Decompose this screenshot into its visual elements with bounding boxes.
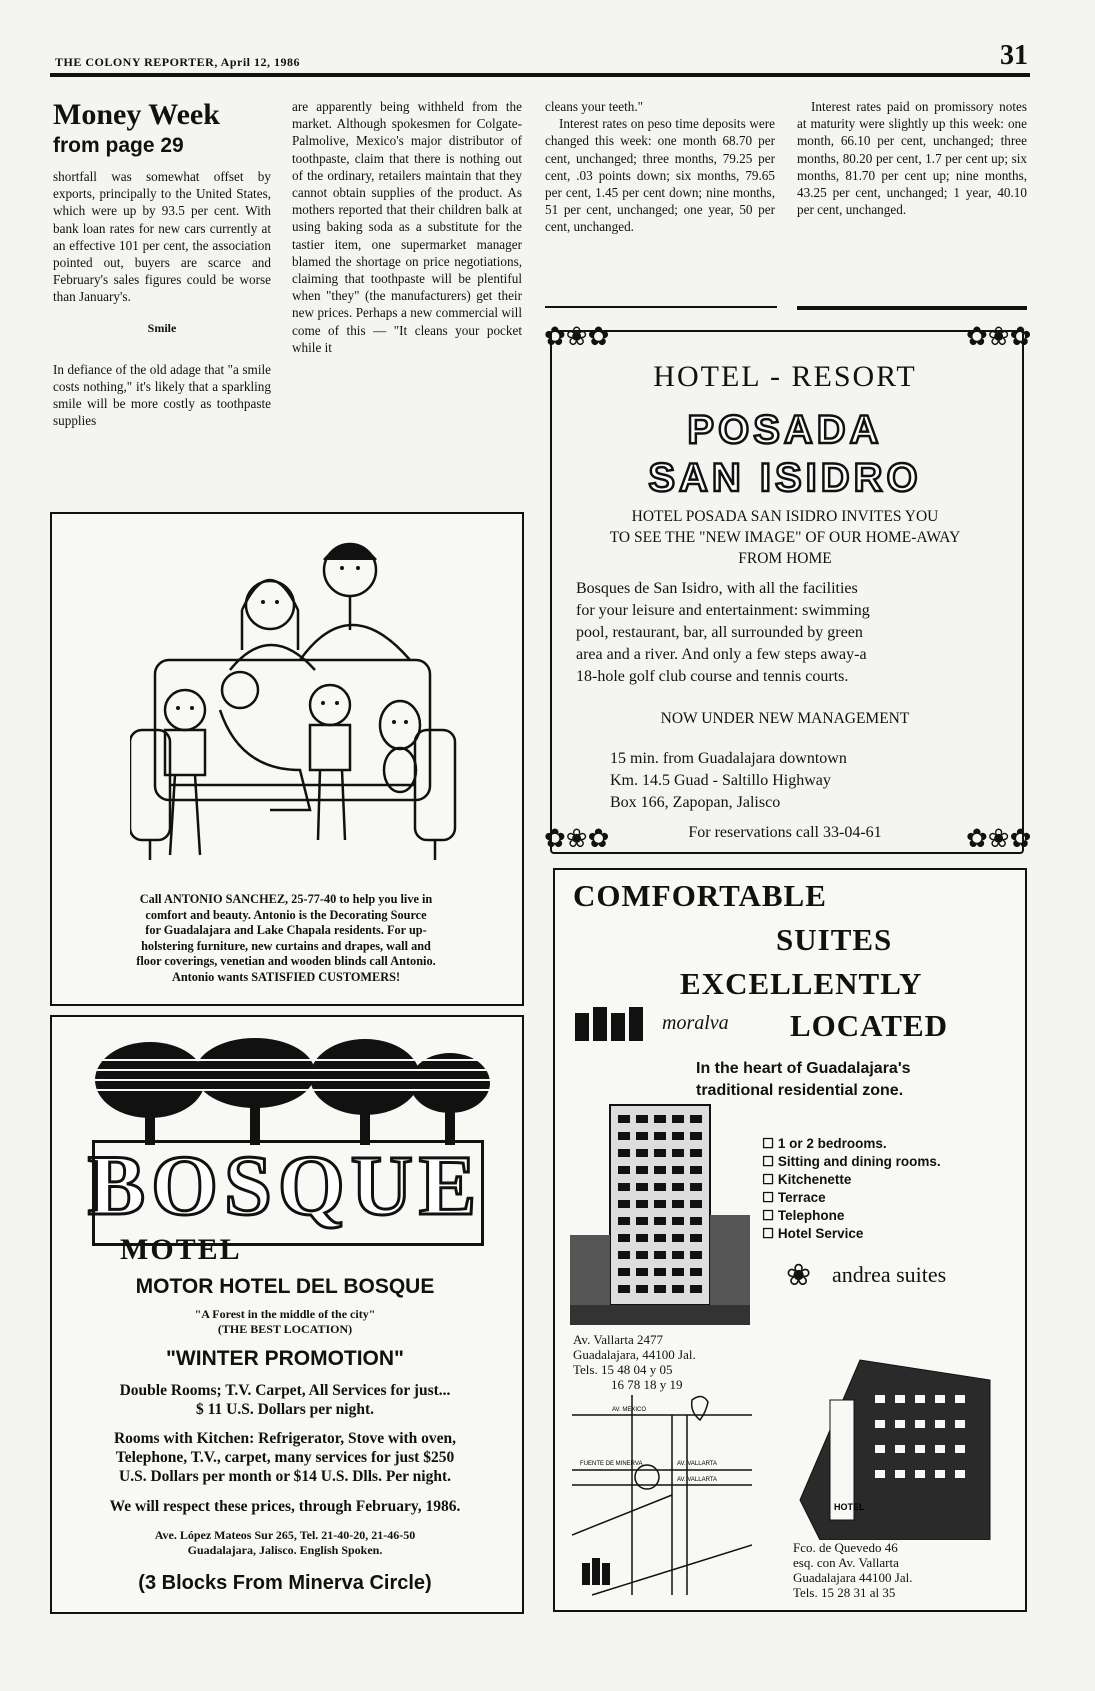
window [654, 1115, 666, 1123]
address-1 [573, 1332, 696, 1392]
paragraph: are apparently being withheld from the market. Although spokesmen for Colgate-Palmolive, Mexico's major distributor of toothpaste, claim that there is nothing out of the ordinary, retailers maintain that they cannot obtain supplies of the product. As mothers reported that their children balk at using baking soda as a substitute for the tastier item, one supermarket manager blamed the shortage on price negotiations, claiming that toothpaste will be plentiful when "they" (the manufacturers) get their new prices. Perhaps a new commercial will come of this — "It cleans your pocket while it [292, 99, 522, 355]
motel-label: MOTEL [120, 1233, 242, 1266]
hotel-name: MOTOR HOTEL DEL BOSQUE [135, 1275, 435, 1298]
feature-item: ☐ Telephone [762, 1208, 845, 1223]
text-line: pool, restaurant, bar, all surrounded by green [576, 624, 863, 641]
double-rooms [60, 1381, 510, 1419]
window [618, 1285, 630, 1293]
text-line: Ave. López Mateos Sur 265, Tel. 21-40-20, 21-46-50 [154, 1528, 416, 1542]
feature-label: Kitchenette [777, 1172, 852, 1187]
subhead: from page 29 [53, 134, 184, 157]
building-illustration [570, 1095, 750, 1325]
feature-item: ☐ Sitting and dining rooms. [762, 1154, 941, 1169]
window [654, 1268, 666, 1276]
window [636, 1149, 648, 1157]
window [618, 1251, 630, 1259]
window [690, 1149, 702, 1157]
text-line: Double Rooms; T.V. Carpet, All Services for just... [119, 1382, 451, 1399]
window [672, 1200, 684, 1208]
bosque-details [60, 1275, 510, 1595]
column-rule [797, 306, 1027, 310]
kitchen-rooms [60, 1429, 510, 1486]
header-rule [50, 73, 1030, 77]
trees-illustration [90, 1035, 490, 1145]
text-line: In the heart of Guadalajara's [696, 1060, 911, 1077]
text-line: Fco. de Quevedo 46 [793, 1540, 898, 1555]
hotel-sign-text: HOTEL [834, 1502, 865, 1512]
text-line: 16 78 18 y 19 [611, 1377, 683, 1392]
feature-item: ☐ Hotel Service [762, 1226, 864, 1241]
window [654, 1217, 666, 1225]
text-line: 18-hole golf club course and tennis courts. [576, 668, 849, 685]
svg-text:FUENTE DE MINERVA: FUENTE DE MINERVA [580, 1461, 643, 1467]
window [636, 1183, 648, 1191]
window [672, 1285, 684, 1293]
text-line: Tels. 15 48 04 y 05 [573, 1362, 673, 1377]
ad-line: for Guadalajara and Lake Chapala residents. For up- [145, 923, 427, 937]
text-line: Guadalajara 44100 Jal. [793, 1570, 913, 1585]
flower-icon: ❀ [786, 1259, 812, 1292]
window [690, 1234, 702, 1242]
text-line: for your leisure and entertainment: swimming [576, 602, 870, 619]
window [690, 1115, 702, 1123]
text-line: Box 166, Zapopan, Jalisco [610, 794, 781, 811]
feature-item: ☐ Kitchenette [762, 1172, 852, 1187]
svg-text:AV. MEXICO: AV. MEXICO [612, 1407, 647, 1413]
window [690, 1183, 702, 1191]
headline: Money Week [53, 98, 220, 131]
text-line: Guadalajara, Jalisco. English Spoken. [187, 1543, 383, 1557]
feature-item: ☐ Terrace [762, 1190, 826, 1205]
window [690, 1251, 702, 1259]
window [690, 1200, 702, 1208]
feature-label: 1 or 2 bedrooms. [777, 1136, 887, 1151]
text-line: U.S. Dollars per month or $14 U.S. Dlls. Per night. [119, 1468, 451, 1485]
features-list [762, 1135, 941, 1243]
paragraph: Interest rates on peso time deposits were changed this week: one month 68.70 per cent, unchanged; three months, 79.25 per cent, .03 points down; six months, 79.65 per cent, 1.45 per cent down; nine months, 51 per cent, unchanged; one year, 50 per cent, unchanged. [545, 116, 775, 235]
ad-line: floor coverings, venetian and wooden blinds call Antonio. [136, 954, 436, 968]
window [636, 1268, 648, 1276]
window [672, 1251, 684, 1259]
text-line: Telephone, T.V., carpet, many services for just $250 [115, 1449, 455, 1466]
window [672, 1234, 684, 1242]
masthead: THE COLONY REPORTER, April 12, 1986 [55, 55, 300, 69]
article-column-1 [53, 98, 271, 430]
reservations: For reservations call 33-04-61 [688, 824, 882, 841]
window [690, 1285, 702, 1293]
page-number: 31 [1000, 40, 1028, 71]
text-line: Bosques de San Isidro, with all the facilities [576, 580, 858, 597]
ad-line: Antonio wants SATISFIED CUSTOMERS! [171, 969, 401, 984]
text-line: 15 min. from Guadalajara downtown [610, 750, 847, 767]
window [636, 1132, 648, 1140]
hotel-resort-ad [544, 322, 1032, 853]
ad-line: comfort and beauty. Antonio is the Decorating Source [145, 907, 427, 922]
text-line: esq. con Av. Vallarta [793, 1555, 899, 1570]
description [576, 578, 1006, 688]
window [636, 1166, 648, 1174]
window [690, 1132, 702, 1140]
window [672, 1217, 684, 1225]
family-illustration [130, 530, 470, 870]
text-line: TO SEE THE "NEW IMAGE" OF OUR HOME-AWAY [609, 529, 961, 546]
window [690, 1268, 702, 1276]
respect-prices: We will respect these prices, through February, 1986. [109, 1498, 461, 1515]
text-line: Rooms with Kitchen: Refrigerator, Stove with oven, [113, 1430, 457, 1447]
feature-label: Hotel Service [777, 1226, 864, 1241]
text-line: traditional residential zone. [696, 1082, 904, 1099]
window [618, 1183, 630, 1191]
window [690, 1166, 702, 1174]
location: (THE BEST LOCATION) [217, 1322, 353, 1336]
address [60, 1528, 510, 1558]
window [636, 1234, 648, 1242]
blocks-from: (3 Blocks From Minerva Circle) [138, 1572, 432, 1594]
window [690, 1217, 702, 1225]
article-column-2 [292, 98, 522, 356]
window [636, 1285, 648, 1293]
text-line: Km. 14.5 Guad - Saltillo Highway [610, 772, 831, 789]
flower-icon: ✿❀✿ [966, 322, 1032, 351]
window [672, 1268, 684, 1276]
suites: SUITES [776, 922, 893, 957]
ad-line: Call ANTONIO SANCHEZ, 25-77-40 to help you live in [139, 892, 433, 906]
text-line: area and a river. And only a few steps away-a [576, 646, 867, 663]
window [618, 1234, 630, 1242]
window [618, 1200, 630, 1208]
located: LOCATED [790, 1008, 949, 1043]
article-column-4 [797, 98, 1027, 218]
svg-text:AV. VALLARTA: AV. VALLARTA [677, 1461, 718, 1467]
section-title: Smile [147, 320, 177, 335]
paragraph: shortfall was somewhat offset by exports, principally to the United States, which were up by 93.5 per cent. With bank loan rates for new cars currently at an effective 101 per cent, the association pointed out, buyers are scarce and February's sales figures could be worse than January's. [53, 169, 271, 305]
feature-label: Terrace [777, 1190, 826, 1205]
window [654, 1200, 666, 1208]
flower-icon: ✿❀✿ [544, 322, 610, 351]
window [672, 1115, 684, 1123]
window [672, 1132, 684, 1140]
excellently: EXCELLENTLY [680, 966, 923, 1001]
paragraph: cleans your teeth." [545, 99, 644, 114]
window [618, 1132, 630, 1140]
window [636, 1115, 648, 1123]
antonio-ad-text [68, 892, 504, 985]
brand-name: moralva [662, 1012, 729, 1034]
window [654, 1183, 666, 1191]
promo: "WINTER PROMOTION" [165, 1347, 405, 1370]
text-line: $ 11 U.S. Dollars per night. [196, 1401, 374, 1418]
location-map [572, 1395, 752, 1600]
paragraph: In defiance of the old adage that "a smile costs nothing," it's likely that a sparkling smile will be more costly as toothpaste supplies [53, 361, 271, 429]
resort-name-1: POSADA [687, 408, 883, 452]
window [636, 1200, 648, 1208]
feature-label: Telephone [777, 1208, 845, 1223]
resort-title: HOTEL - RESORT [653, 360, 917, 393]
window [672, 1166, 684, 1174]
window [654, 1285, 666, 1293]
management: NOW UNDER NEW MANAGEMENT [660, 710, 910, 727]
bosque-logo: BOSQUE [87, 1137, 483, 1233]
comfortable: COMFORTABLE [573, 878, 827, 913]
window [654, 1149, 666, 1157]
window [618, 1115, 630, 1123]
window [618, 1166, 630, 1174]
window [618, 1268, 630, 1276]
resort-name-2: SAN ISIDRO [648, 456, 922, 500]
andrea-suites: andrea suites [832, 1262, 947, 1287]
window [618, 1217, 630, 1225]
text-line: Tels. 15 28 31 al 35 [793, 1585, 896, 1600]
moralva-logo-icon [575, 1005, 655, 1045]
flower-icon: ✿❀✿ [544, 824, 610, 853]
feature-item: ☐ 1 or 2 bedrooms. [762, 1136, 887, 1151]
window [636, 1217, 648, 1225]
article-column-3 [545, 98, 775, 236]
column-rule [545, 306, 777, 308]
window [654, 1234, 666, 1242]
tagline: "A Forest in the middle of the city" [194, 1307, 376, 1321]
location-info [610, 748, 990, 814]
window [654, 1166, 666, 1174]
ad-line: holstering furniture, new curtains and drapes, wall and [141, 938, 431, 953]
bosque-logo-frame [92, 1140, 484, 1246]
address-2 [793, 1540, 912, 1600]
window [654, 1251, 666, 1259]
feature-label: Sitting and dining rooms. [777, 1154, 941, 1169]
invite [548, 506, 1022, 569]
window [654, 1132, 666, 1140]
text-line: HOTEL POSADA SAN ISIDRO INVITES YOU [631, 508, 939, 525]
text-line: FROM HOME [738, 550, 832, 567]
window [672, 1183, 684, 1191]
svg-text:AV. VALLARTA: AV. VALLARTA [677, 1477, 718, 1483]
paragraph: Interest rates paid on promissory notes at maturity were slightly up this week: one month, 66.10 per cent, unchanged; three months, 80.20 per cent, 1.7 per cent up; six months, 81.70 per cent up; nine months, 43.25 per cent, unchanged; 1 year, 40.10 per cent, unchanged. [797, 99, 1027, 218]
window [618, 1149, 630, 1157]
flower-icon: ✿❀✿ [966, 824, 1032, 853]
andrea-building-illustration [780, 1340, 1000, 1540]
text-line: Av. Vallarta 2477 [573, 1332, 664, 1347]
window [636, 1251, 648, 1259]
text-line: Guadalajara, 44100 Jal. [573, 1347, 696, 1362]
window [672, 1149, 684, 1157]
